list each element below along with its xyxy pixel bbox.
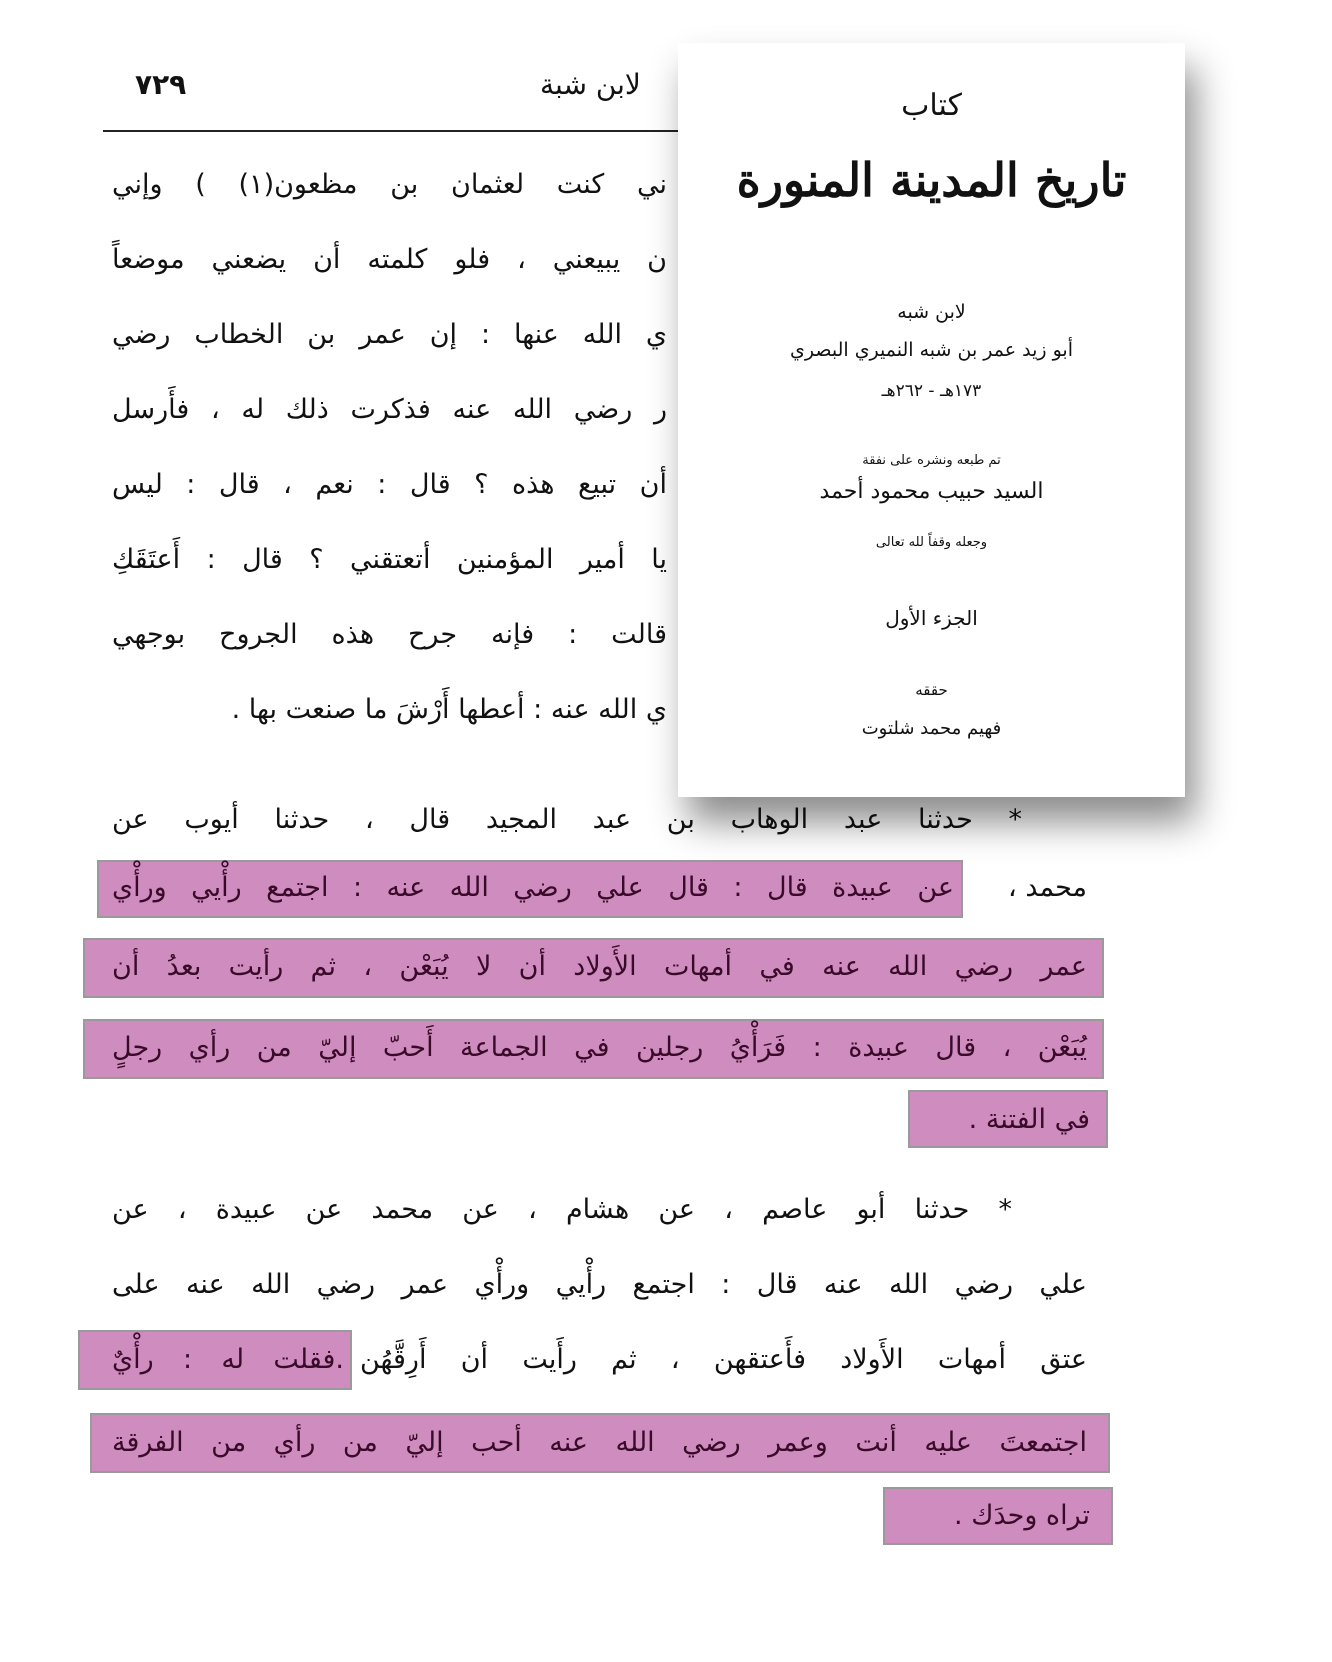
hadith2-line1: * حدثنا أبو عاصم ، عن هشام ، عن محمد عن عبيدة ، عن (112, 1194, 1012, 1225)
cover-volume: الجزء الأول (885, 606, 978, 630)
body-line: ر رضي الله عنه فذكرت ذلك له ، فأَرسل (112, 394, 667, 425)
hadith1-line2-plain: محمد ، (1008, 872, 1087, 903)
hadith1-line2-highlight: عن عبيدة قال : قال علي رضي الله عنه : اجتمع رأْيي ورأْي (112, 872, 954, 903)
cover-title: تاريخ المدينة المنورة (736, 153, 1127, 207)
page-number: ٧٢٩ (135, 68, 187, 101)
hadith1-line1: * حدثنا عبد الوهاب بن عبد المجيد قال ، حدثنا أيوب عن (112, 804, 1022, 835)
hadith2-line2: علي رضي الله عنه قال : اجتمع رأْيي ورأْي عمر رضي الله عنه على (112, 1269, 1087, 1300)
hadith1-line3: عمر رضي الله عنه في أمهات الأَولاد أن لا يُبَعْن ، ثم رأيت بعدُ أن (112, 951, 1087, 982)
cover-dates: ١٧٣هـ - ٢٦٢هـ (881, 381, 982, 401)
body-line: أن تبيع هذه ؟ قال : نعم ، قال : ليس (112, 469, 667, 500)
cover-sponsor: السيد حبيب محمود أحمد (819, 479, 1044, 504)
hadith2-line3-plain: عتق أمهات الأَولاد فأَعتقهن ، ثم رأَيت أن أَرِقَّهُن (360, 1344, 1087, 1375)
book-cover-image (678, 43, 1185, 797)
hadith2-line5: تراه وحدَك . (954, 1500, 1090, 1531)
body-line: قالت : فإنه جرح هذه الجروح بوجهي (112, 619, 667, 650)
hadith2-line3-highlight: .فقلت له : رأْيٌ (112, 1344, 344, 1375)
body-line: يا أمير المؤمنين أتعتقني ؟ قال : أَعتَقَكِ (112, 544, 667, 575)
hadith2-line4: اجتمعتَ عليه أنت وعمر رضي الله عنه أحب إليّ من رأي من الفرقة (112, 1427, 1087, 1458)
hadith1-line5: في الفتنة . (968, 1104, 1090, 1135)
cover-printed-by: تم طبعه ونشره على نفقة (862, 453, 1001, 468)
cover-dedication: وجعله وقفاً لله تعالى (875, 535, 988, 550)
running-title: لابن شبة (540, 68, 641, 101)
body-line: ي الله عنه : أعطها أَرْشَ ما صنعت بها . (231, 694, 667, 725)
cover-author: أبو زيد عمر بن شبه النميري البصري (790, 339, 1073, 361)
cover-edited-label: حققه (915, 681, 948, 699)
body-line: ن يبيعني ، فلو كلمته أن يضعني موضعاً (112, 244, 667, 275)
body-line: ي الله عنها : إن عمر بن الخطاب رضي (112, 319, 667, 350)
body-line: ني كنت لعثمان بن مظعون(١) ) وإني (112, 169, 667, 200)
hadith1-line4: يُبَعْن ، قال عبيدة : فَرَأْيُ رجلين في الجماعة أَحبّ إليّ من رأي رجلٍ (112, 1032, 1087, 1063)
cover-kitab: كتاب (901, 88, 962, 123)
cover-editor: فهيم محمد شلتوت (861, 718, 1002, 739)
cover-by: لابن شبه (897, 301, 966, 323)
